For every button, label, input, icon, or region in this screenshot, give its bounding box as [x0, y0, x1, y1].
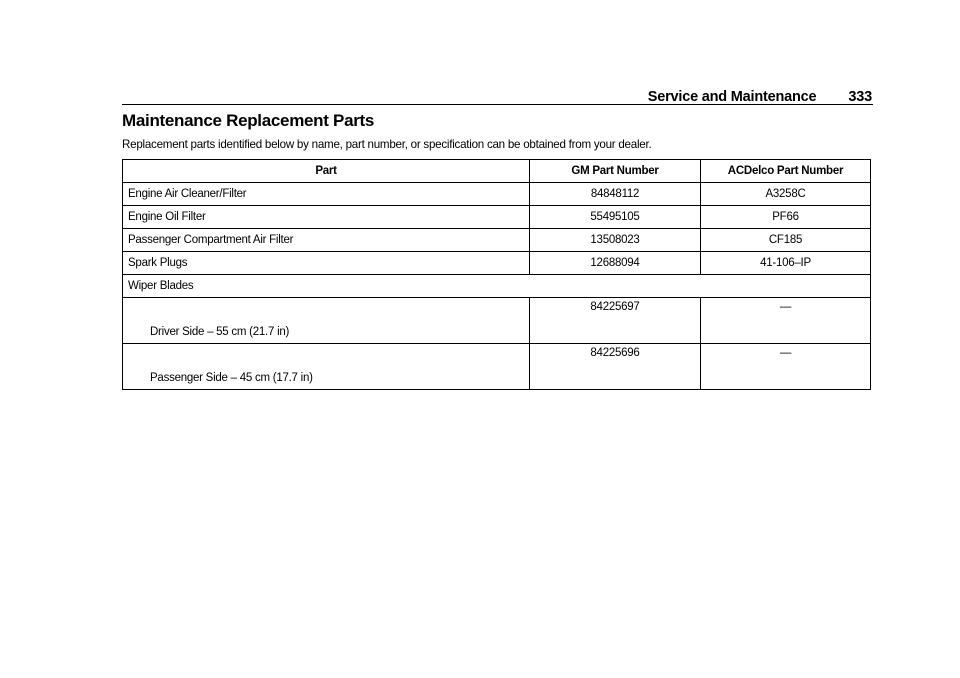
page-number: 333: [848, 89, 872, 105]
table-row: [123, 206, 871, 229]
cell-acdelco: CF185: [701, 229, 871, 252]
cell-acdelco: PF66: [701, 206, 871, 229]
running-header: [122, 84, 872, 105]
header-acdelco-part-number: ACDelco Part Number: [701, 160, 871, 183]
table-row: [123, 229, 871, 252]
cell-gm: 13508023: [530, 229, 701, 252]
cell-gm: 84225696: [530, 344, 701, 390]
cell-acdelco: —: [701, 298, 871, 344]
group-label-wiper-blades: Wiper Blades: [123, 275, 871, 298]
table-row: [123, 344, 871, 390]
header-gm-part-number: GM Part Number: [530, 160, 701, 183]
table-group-row: [123, 275, 871, 298]
cell-gm: 84225697: [530, 298, 701, 344]
table-row: [123, 298, 871, 344]
header-rule: [122, 104, 873, 105]
cell-part: Driver Side – 55 cm (21.7 in): [123, 298, 530, 344]
cell-gm: 55495105: [530, 206, 701, 229]
cell-gm: 12688094: [530, 252, 701, 275]
section-title: Service and Maintenance: [647, 89, 817, 105]
page-title: Maintenance Replacement Parts: [122, 111, 375, 130]
cell-part: Engine Air Cleaner/Filter: [123, 183, 530, 206]
table-row: [123, 183, 871, 206]
intro-paragraph: Replacement parts identified below by name, part number, or specification can be obtained from your dealer.: [122, 138, 652, 151]
cell-acdelco: A3258C: [701, 183, 871, 206]
table-row: [123, 252, 871, 275]
cell-part: Passenger Side – 45 cm (17.7 in): [123, 344, 530, 390]
cell-acdelco: —: [701, 344, 871, 390]
cell-part: Spark Plugs: [123, 252, 530, 275]
cell-part: Passenger Compartment Air Filter: [123, 229, 530, 252]
cell-part: Engine Oil Filter: [123, 206, 530, 229]
cell-gm: 84848112: [530, 183, 701, 206]
cell-acdelco: 41-106–IP: [701, 252, 871, 275]
replacement-parts-table: [122, 159, 871, 390]
table-header-row: [123, 160, 871, 183]
header-part: Part: [123, 160, 530, 183]
